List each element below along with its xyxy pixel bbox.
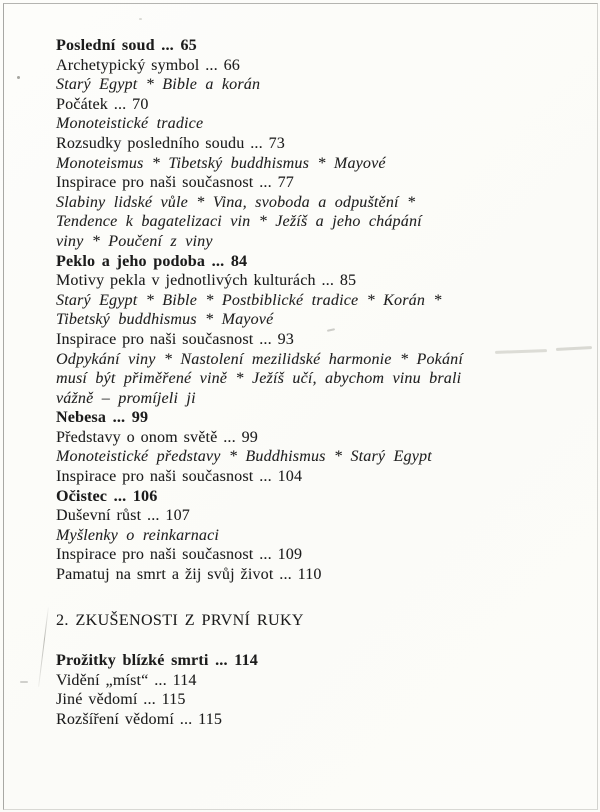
scan-speck: [17, 76, 20, 79]
toc-line: vážně – promíjeli ji: [56, 389, 196, 407]
toc-line: Očistec ... 106: [56, 487, 158, 505]
toc-line: Starý Egypt * Bible * Postbiblické tradice * Korán *: [56, 291, 442, 309]
toc-line: Tendence k bagatelizaci vin * Ježíš a jeho chápání: [56, 213, 422, 231]
toc-line: Motivy pekla v jednotlivých kulturách ... 85: [56, 272, 357, 290]
toc-line: Rozšíření vědomí ... 115: [56, 711, 223, 728]
scan-speck: [139, 18, 142, 20]
toc-line: Inspirace pro naši současnost ... 77: [56, 174, 294, 192]
toc-part-2: [56, 651, 592, 729]
toc-line: Pamatuj na smrt a žij svůj život ... 110: [56, 566, 322, 584]
toc-line: Poslední soud ... 65: [56, 37, 197, 54]
toc-part-1: [56, 36, 592, 585]
toc-line: Archetypický symbol ... 66: [56, 56, 240, 74]
toc-line: Monoteistické představy * Buddhismus * Starý Egypt: [56, 448, 432, 466]
toc-line: Monoteistické tradice: [56, 115, 204, 133]
toc-line: Inspirace pro naši současnost ... 109: [56, 546, 303, 564]
toc-line: Jiné vědomí ... 115: [56, 691, 186, 709]
toc-line: Slabiny lidské vůle * Vina, svoboda a odpuštění *: [56, 193, 416, 211]
toc-line: Nebesa ... 99: [56, 409, 149, 427]
table-of-contents: [56, 36, 592, 730]
toc-line: Myšlenky o reinkarnaci: [56, 526, 220, 544]
toc-line: Prožitky blízké smrti ... 114: [56, 652, 258, 670]
toc-line: Vidění „míst“ ... 114: [56, 671, 197, 689]
toc-line: Tibetský buddhismus * Mayové: [56, 311, 274, 329]
section-heading: 2. ZKUŠENOSTI Z PRVNÍ RUKY: [56, 611, 304, 629]
toc-line: viny * Poučení z viny: [56, 232, 213, 250]
toc-line: Monoteismus * Tibetský buddhismus * Mayové: [56, 154, 386, 172]
toc-line: Počátek ... 70: [56, 95, 149, 113]
toc-line: Peklo a jeho podoba ... 84: [56, 252, 248, 270]
toc-line: Inspirace pro naši současnost ... 104: [56, 468, 303, 486]
scan-smudge: [20, 681, 28, 683]
toc-line: musí být přiměřené vině * Ježíš učí, abychom vinu brali: [56, 370, 462, 388]
toc-line: Odpykání viny * Nastolení mezilidské harmonie * Pokání: [56, 350, 463, 368]
toc-line: Představy o onom světě ... 99: [56, 428, 258, 446]
toc-line: Inspirace pro naši současnost ... 93: [56, 330, 294, 348]
toc-line: Rozsudky posledního soudu ... 73: [56, 134, 285, 152]
toc-line: Duševní růst ... 107: [56, 507, 190, 525]
toc-line: Starý Egypt * Bible a korán: [56, 76, 261, 94]
scan-scratch: [38, 607, 49, 687]
